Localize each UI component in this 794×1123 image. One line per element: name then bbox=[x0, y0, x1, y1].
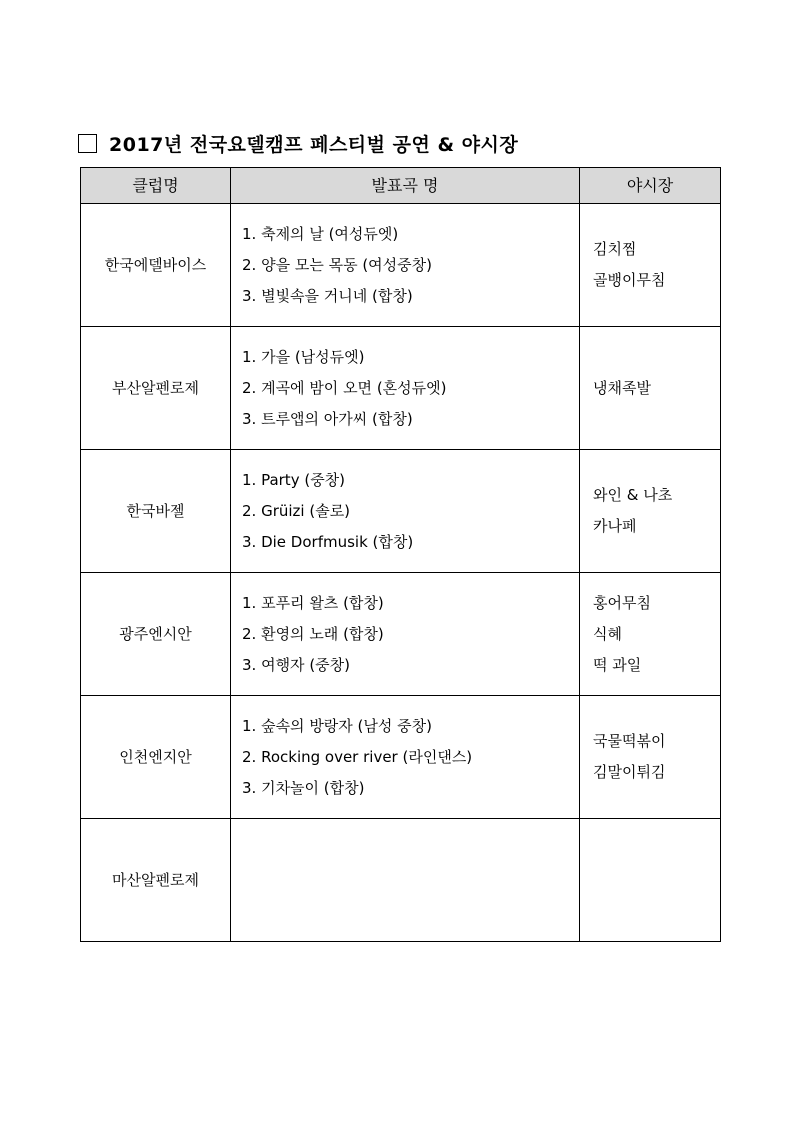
stall-list bbox=[593, 480, 720, 542]
song-item: 1. 가을 (남성듀엣) bbox=[242, 347, 365, 366]
song-item: 1. 축제의 날 (여성듀엣) bbox=[242, 224, 399, 243]
stall-list bbox=[593, 726, 720, 788]
header-club: 클럽명 bbox=[81, 168, 231, 204]
song-item: 3. 별빛속을 거니네 (합창) bbox=[242, 286, 413, 305]
stall-list bbox=[593, 373, 720, 404]
performance-stall-table bbox=[80, 167, 721, 942]
table-row bbox=[81, 450, 721, 573]
stall-item: 냉채족발 bbox=[593, 378, 651, 397]
song-item: 3. 여행자 (중창) bbox=[242, 655, 351, 674]
stall-list bbox=[593, 234, 720, 296]
songs-list bbox=[242, 465, 579, 558]
songs-list bbox=[242, 219, 579, 312]
stall-item: 와인 & 나초 bbox=[593, 486, 673, 504]
club-name: 부산알펜로제 bbox=[81, 327, 231, 450]
table-row bbox=[81, 204, 721, 327]
stall-cell bbox=[580, 327, 721, 450]
stall-cell bbox=[580, 573, 721, 696]
club-name: 광주엔시안 bbox=[81, 573, 231, 696]
club-name: 한국에델바이스 bbox=[81, 204, 231, 327]
club-name: 마산알펜로제 bbox=[81, 819, 231, 942]
table-row bbox=[81, 696, 721, 819]
song-item: 2. 계곡에 밤이 오면 (혼성듀엣) bbox=[242, 378, 447, 397]
song-item: 1. Party (중창) bbox=[242, 470, 346, 489]
stall-item: 식혜 bbox=[593, 624, 622, 643]
stall-item: 떡 과일 bbox=[593, 655, 642, 674]
songs-list bbox=[242, 588, 579, 681]
header-songs: 발표곡 명 bbox=[231, 168, 580, 204]
stall-cell bbox=[580, 696, 721, 819]
stall-item: 김말이튀김 bbox=[593, 763, 666, 781]
songs-cell bbox=[231, 819, 580, 942]
stall-item: 김치찜 bbox=[593, 240, 637, 258]
song-item: 3. Die Dorfmusik (합창) bbox=[242, 532, 414, 551]
heading-title: 2017년 전국요델캠프 페스티벌 공연 & 야시장 bbox=[109, 133, 519, 156]
song-item: 3. 트루앱의 아가씨 (합창) bbox=[242, 409, 413, 428]
checkbox-square-icon bbox=[78, 134, 97, 153]
table-header-row bbox=[81, 168, 721, 204]
stall-cell bbox=[580, 204, 721, 327]
song-item: 2. 환영의 노래 (합창) bbox=[242, 624, 384, 643]
club-name: 한국바젤 bbox=[81, 450, 231, 573]
stall-cell bbox=[580, 819, 721, 942]
songs-list bbox=[242, 342, 579, 435]
song-item: 2. Grüizi (솔로) bbox=[242, 501, 351, 520]
stall-item: 홍어무침 bbox=[593, 593, 651, 612]
song-item: 1. 포푸리 왈츠 (합창) bbox=[242, 593, 384, 612]
table-row bbox=[81, 327, 721, 450]
stall-item: 국물떡볶이 bbox=[593, 732, 666, 750]
songs-cell bbox=[231, 450, 580, 573]
stall-list bbox=[593, 588, 720, 681]
table-body bbox=[81, 204, 721, 942]
songs-cell bbox=[231, 204, 580, 327]
songs-list bbox=[242, 711, 579, 804]
songs-cell bbox=[231, 327, 580, 450]
stall-item: 카나페 bbox=[593, 517, 637, 535]
songs-cell bbox=[231, 573, 580, 696]
section-heading bbox=[78, 128, 518, 158]
club-name: 인천엔지안 bbox=[81, 696, 231, 819]
song-item: 2. 양을 모는 목동 (여성중창) bbox=[242, 255, 432, 274]
songs-cell bbox=[231, 696, 580, 819]
table-row bbox=[81, 573, 721, 696]
song-item: 3. 기차놀이 (합창) bbox=[242, 778, 365, 797]
stall-item: 골뱅이무침 bbox=[593, 271, 666, 289]
table-row bbox=[81, 819, 721, 942]
song-item: 2. Rocking over river (라인댄스) bbox=[242, 747, 473, 766]
header-stall: 야시장 bbox=[580, 168, 721, 204]
song-item: 1. 숲속의 방랑자 (남성 중창) bbox=[242, 716, 432, 735]
stall-cell bbox=[580, 450, 721, 573]
